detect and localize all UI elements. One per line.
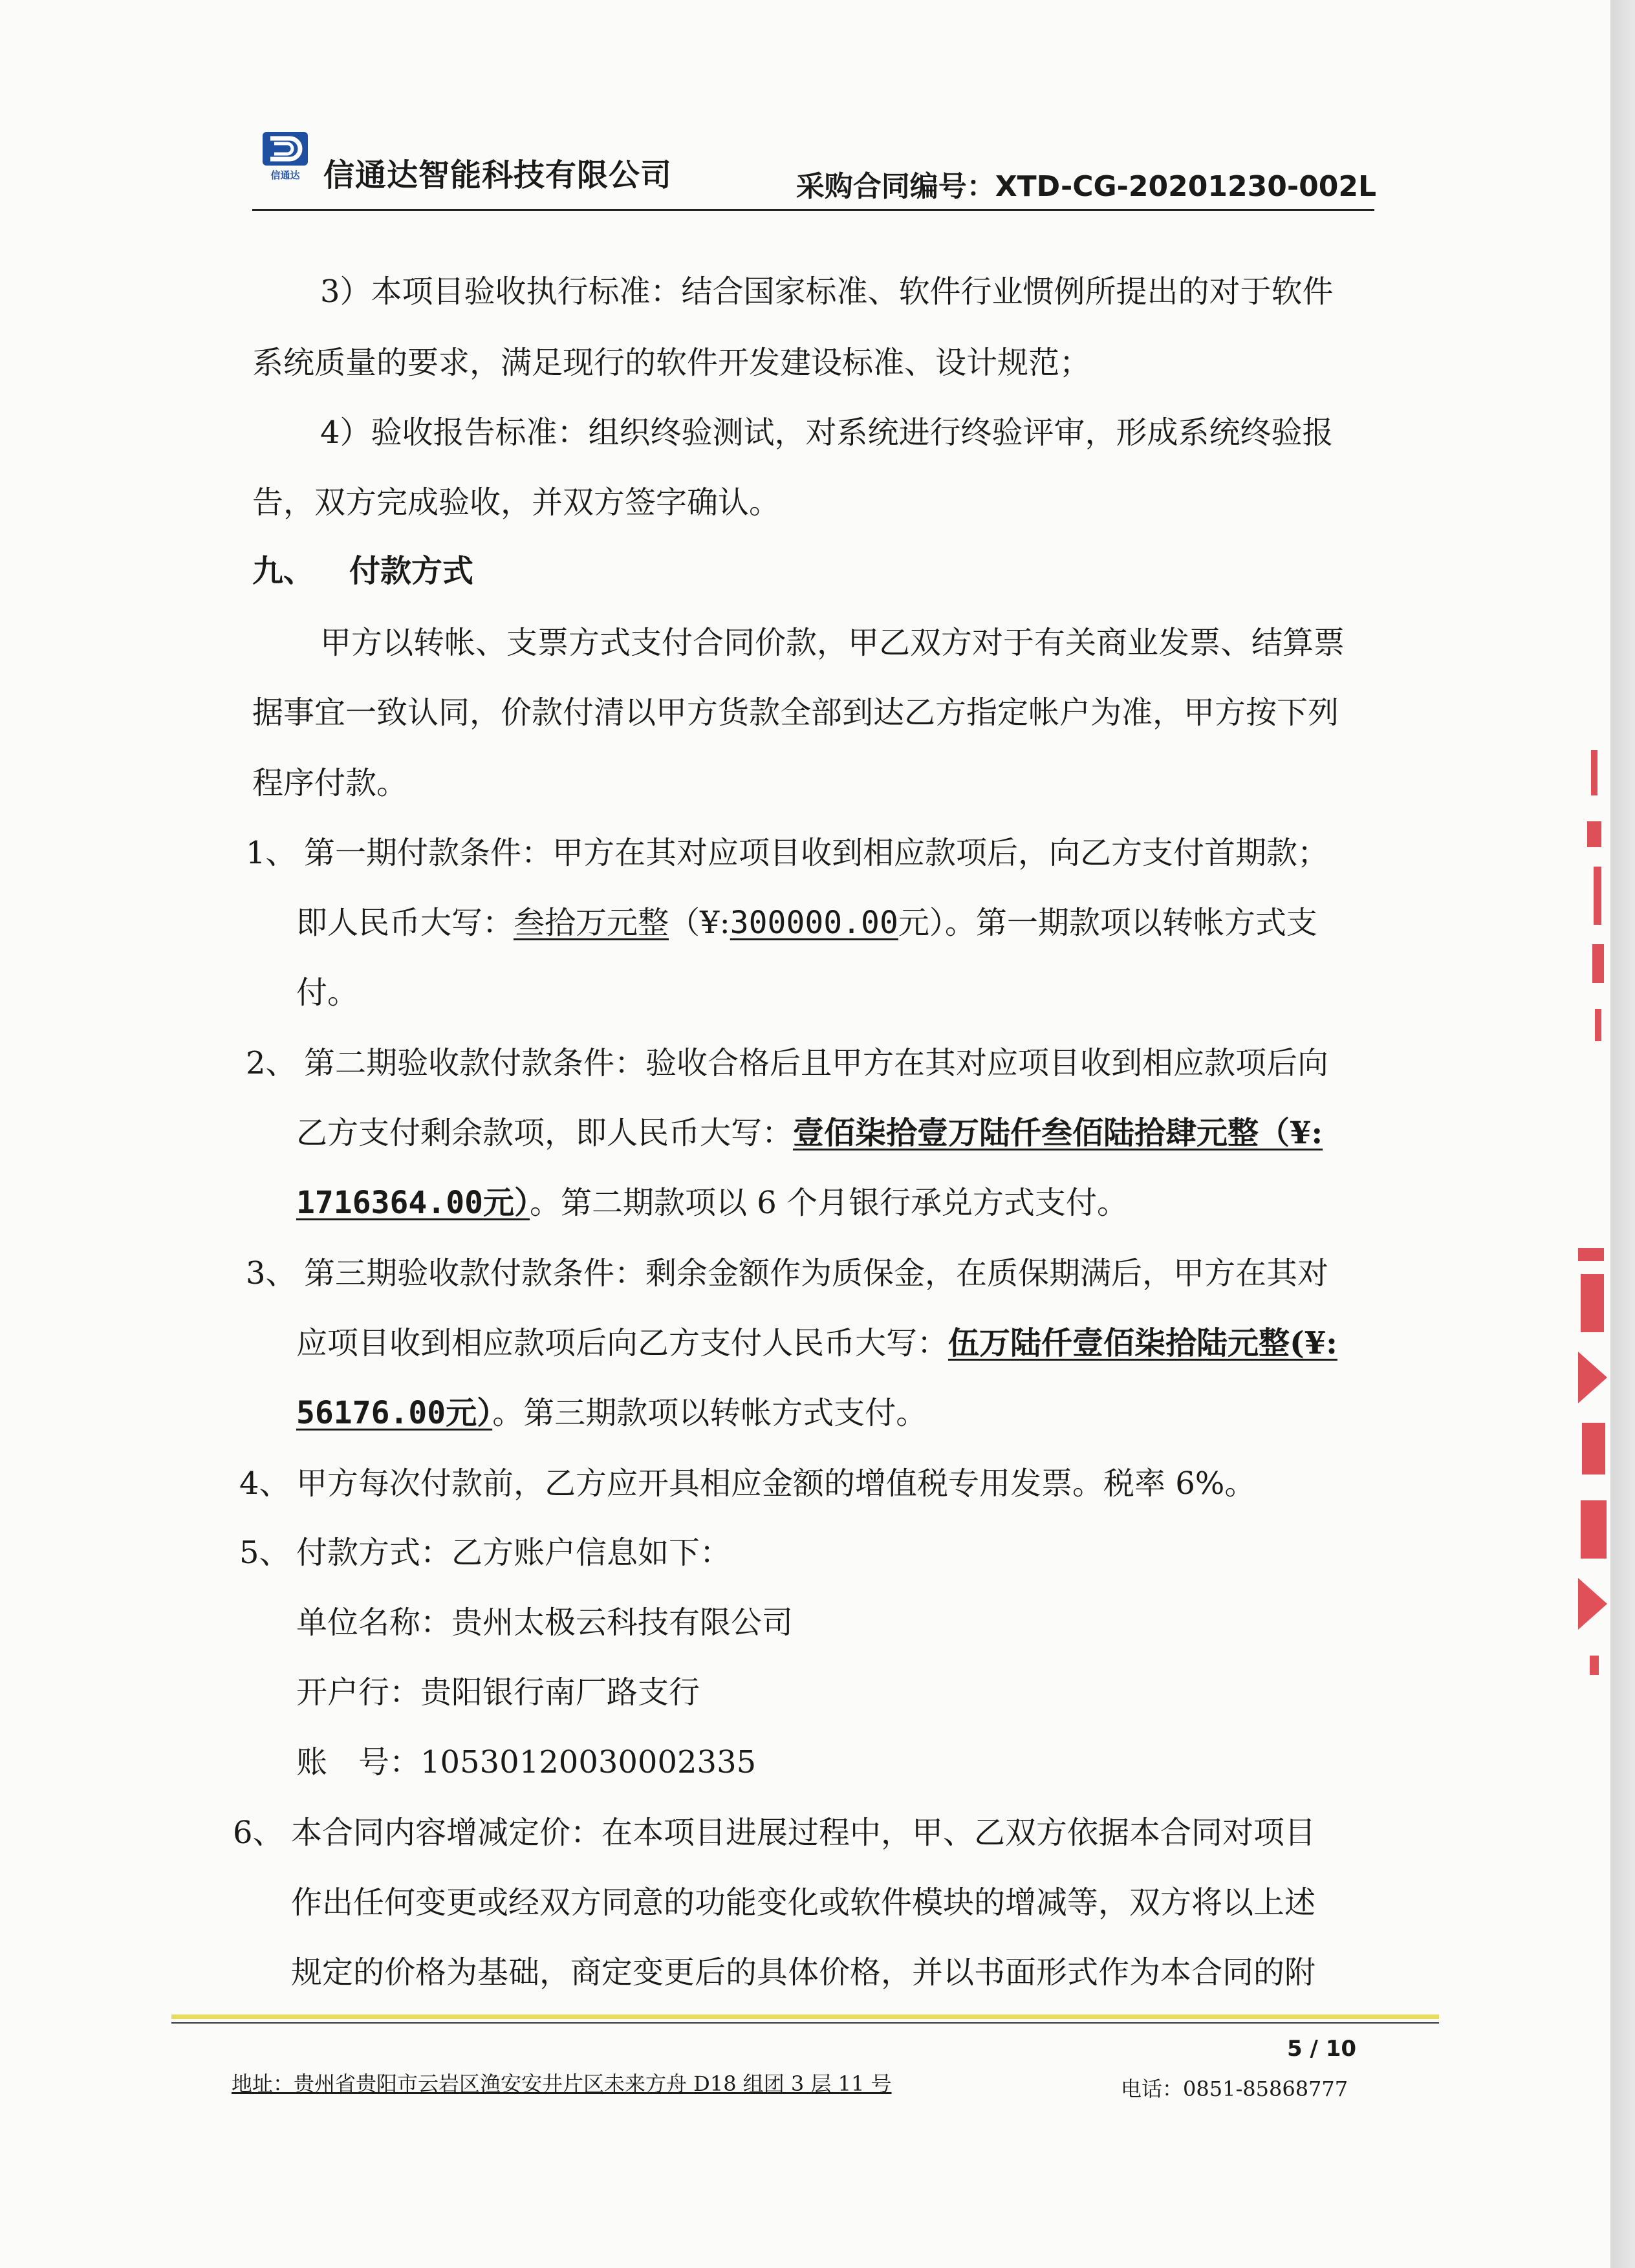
scan-edge [1610,0,1635,2268]
header-divider [252,209,1374,211]
paragraph-line: 甲方以转帐、支票方式支付合同价款，甲乙双方对于有关商业发票、结算票 [320,625,1345,661]
item-number: 3、 [246,1255,297,1291]
payment-item-1-amount: 即人民币大写：叁拾万元整（¥:300000.00元）。第一期款项以转帐方式支 [296,905,1317,941]
contract-number: 采购合同编号：XTD-CG-20201230-002L [796,170,1376,203]
section-title: 付款方式 [349,553,474,589]
company-logo-icon [259,129,312,182]
footer-highlight [171,2014,1439,2019]
payment-item-3-amount: 应项目收到相应款项后向乙方支付人民币大写：伍万陆仟壹佰柒拾陆元整(¥: [296,1325,1337,1361]
page-number: 5 / 10 [1287,2036,1357,2062]
clause-4: 4）验收报告标准：组织终验测试，对系统进行终验评审，形成系统终验报 [320,415,1334,451]
payment-item-6-cont: 作出任何变更或经双方同意的功能变化或软件模块的增减等，双方将以上述 [291,1885,1316,1921]
item-number: 6、 [233,1815,284,1851]
company-name: 信通达智能科技有限公司 [323,157,673,193]
payment-item-2: 第二期验收款付款条件：验收合格后且甲方在其对应项目收到相应款项后向 [304,1045,1329,1081]
item-number: 5、 [239,1535,290,1571]
payment-item-5: 付款方式：乙方账户信息如下： [296,1535,731,1571]
paragraph-line: 据事宜一致认同，价款付清以甲方货款全部到达乙方指定帐户为准，甲方按下列 [252,695,1339,731]
payment-item-2-amount: 乙方支付剩余款项，即人民币大写：壹佰柒拾壹万陆仟叁佰陆拾肆元整（¥: [296,1115,1323,1151]
payment-item-6-cont: 规定的价格为基础，商定变更后的具体价格，并以书面形式作为本合同的附 [291,1954,1316,1991]
clause-3-cont: 系统质量的要求，满足现行的软件开发建设标准、设计规范； [252,345,1091,381]
logo-text: 信通达 [270,169,300,181]
payment-item-3-cont: 56176.00元）。第三期款项以转帐方式支付。 [296,1395,927,1431]
clause-4-cont: 告，双方完成验收，并双方签字确认。 [252,484,781,521]
account-number: 账 号：10530120030002335 [296,1744,757,1780]
account-name: 单位名称：贵州太极云科技有限公司 [296,1604,794,1641]
clause-3: 3）本项目验收执行标准：结合国家标准、软件行业惯例所提出的对于软件 [320,274,1334,310]
payment-item-3: 第三期验收款付款条件：剩余金额作为质保金，在质保期满后，甲方在其对 [304,1255,1329,1291]
item-number: 2、 [246,1045,297,1081]
section-number: 九、 [252,553,315,589]
footer-divider [171,2022,1439,2024]
item-number: 4、 [239,1465,290,1502]
payment-item-6: 本合同内容增减定价：在本项目进展过程中，甲、乙双方依据本合同对项目 [291,1815,1316,1851]
account-bank: 开户行：贵阳银行南厂路支行 [296,1674,700,1711]
payment-item-2-cont: 1716364.00元）。第二期款项以 6 个月银行承兑方式支付。 [296,1185,1129,1221]
payment-item-4: 甲方每次付款前，乙方应开具相应金额的增值税专用发票。税率 6%。 [296,1465,1256,1502]
footer-address: 地址：贵州省贵阳市云岩区渔安安井片区未来方舟 D18 组团 3 层 11 号 [232,2071,892,2096]
item-number: 1、 [246,835,297,871]
paragraph-line: 程序付款。 [252,765,408,801]
footer-phone: 电话：0851-85868777 [1121,2077,1348,2101]
seal-stamp-icon [1578,750,1610,2011]
payment-item-1: 第一期付款条件：甲方在其对应项目收到相应款项后，向乙方支付首期款； [304,835,1329,871]
payment-item-1-cont: 付。 [296,975,359,1011]
